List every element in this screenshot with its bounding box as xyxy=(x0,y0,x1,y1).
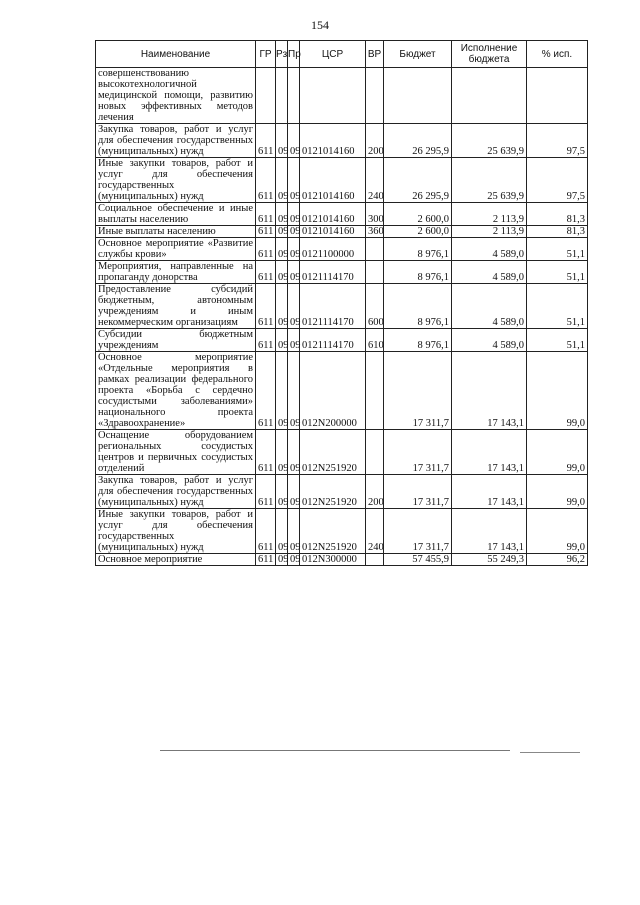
cell-gr: 611 xyxy=(256,158,276,203)
table-row xyxy=(96,238,588,261)
cell-gr xyxy=(256,68,276,124)
cell-pr: 09 xyxy=(288,158,300,203)
cell-pr: 09 xyxy=(288,554,300,566)
budget-table xyxy=(95,40,588,566)
cell-execution: 55 249,3 xyxy=(452,554,527,566)
cell-percent: 51,1 xyxy=(527,261,588,284)
cell-csr xyxy=(300,68,366,124)
cell-rz: 09 xyxy=(276,158,288,203)
cell-name: Мероприятия, направленные на пропаганду донорства xyxy=(96,261,256,284)
cell-csr: 0121100000 xyxy=(300,238,366,261)
cell-budget: 2 600,0 xyxy=(384,203,452,226)
cell-pr: 09 xyxy=(288,329,300,352)
cell-gr: 611 xyxy=(256,352,276,430)
cell-name: Закупка товаров, работ и услуг для обеспечения государственных (муниципальных) нужд xyxy=(96,475,256,509)
cell-vr xyxy=(366,554,384,566)
table-row xyxy=(96,554,588,566)
cell-name: Основное мероприятие «Развитие службы крови» xyxy=(96,238,256,261)
cell-vr xyxy=(366,430,384,475)
cell-csr: 012N251920 xyxy=(300,509,366,554)
header-vr: ВР xyxy=(366,41,384,68)
cell-execution xyxy=(452,68,527,124)
table-row xyxy=(96,430,588,475)
cell-execution: 4 589,0 xyxy=(452,329,527,352)
cell-rz: 09 xyxy=(276,475,288,509)
cell-name: Иные выплаты населению xyxy=(96,226,256,238)
cell-gr: 611 xyxy=(256,475,276,509)
cell-vr: 200 xyxy=(366,475,384,509)
cell-rz xyxy=(276,68,288,124)
table-row xyxy=(96,68,588,124)
header-execution: Исполнение бюджета xyxy=(452,41,527,68)
cell-vr xyxy=(366,68,384,124)
bottom-divider xyxy=(160,750,510,751)
cell-budget: 57 455,9 xyxy=(384,554,452,566)
cell-execution: 2 113,9 xyxy=(452,203,527,226)
cell-name: Основное мероприятие xyxy=(96,554,256,566)
table-row xyxy=(96,509,588,554)
cell-csr: 012N251920 xyxy=(300,475,366,509)
table-row xyxy=(96,329,588,352)
cell-rz: 09 xyxy=(276,329,288,352)
cell-name: Закупка товаров, работ и услуг для обеспечения государственных (муниципальных) нужд xyxy=(96,124,256,158)
table-body xyxy=(96,68,588,566)
table-row xyxy=(96,203,588,226)
cell-budget: 17 311,7 xyxy=(384,475,452,509)
table-row xyxy=(96,352,588,430)
cell-percent: 97,5 xyxy=(527,158,588,203)
cell-gr: 611 xyxy=(256,430,276,475)
cell-percent: 99,0 xyxy=(527,352,588,430)
cell-pr: 09 xyxy=(288,238,300,261)
cell-pr: 09 xyxy=(288,475,300,509)
cell-gr: 611 xyxy=(256,509,276,554)
cell-execution: 17 143,1 xyxy=(452,430,527,475)
header-csr: ЦСР xyxy=(300,41,366,68)
cell-vr: 610 xyxy=(366,329,384,352)
cell-percent: 99,0 xyxy=(527,430,588,475)
cell-vr xyxy=(366,238,384,261)
cell-vr: 300 xyxy=(366,203,384,226)
cell-csr: 0121014160 xyxy=(300,203,366,226)
table-header-row xyxy=(96,41,588,68)
cell-budget: 8 976,1 xyxy=(384,261,452,284)
cell-rz: 09 xyxy=(276,284,288,329)
cell-csr: 0121014160 xyxy=(300,226,366,238)
cell-gr: 611 xyxy=(256,284,276,329)
header-rz: Рз xyxy=(276,41,288,68)
cell-rz: 09 xyxy=(276,261,288,284)
cell-vr xyxy=(366,352,384,430)
cell-gr: 611 xyxy=(256,329,276,352)
header-name: Наименование xyxy=(96,41,256,68)
cell-csr: 012N200000 xyxy=(300,352,366,430)
cell-csr: 0121114170 xyxy=(300,284,366,329)
cell-gr: 611 xyxy=(256,203,276,226)
cell-percent: 51,1 xyxy=(527,284,588,329)
cell-gr: 611 xyxy=(256,554,276,566)
cell-csr: 0121114170 xyxy=(300,329,366,352)
header-budget: Бюджет xyxy=(384,41,452,68)
cell-csr: 012N300000 xyxy=(300,554,366,566)
cell-vr: 200 xyxy=(366,124,384,158)
cell-budget: 17 311,7 xyxy=(384,430,452,475)
cell-execution: 17 143,1 xyxy=(452,475,527,509)
cell-rz: 09 xyxy=(276,124,288,158)
bottom-divider-right xyxy=(520,752,580,753)
table-row xyxy=(96,284,588,329)
cell-percent: 51,1 xyxy=(527,238,588,261)
cell-name: Оснащение оборудованием региональных сосудистых центров и первичных сосудистых отделений xyxy=(96,430,256,475)
cell-execution: 17 143,1 xyxy=(452,509,527,554)
cell-gr: 611 xyxy=(256,124,276,158)
cell-csr: 0121114170 xyxy=(300,261,366,284)
cell-percent: 81,3 xyxy=(527,203,588,226)
cell-execution: 25 639,9 xyxy=(452,124,527,158)
cell-pr xyxy=(288,68,300,124)
cell-percent: 96,2 xyxy=(527,554,588,566)
cell-budget: 2 600,0 xyxy=(384,226,452,238)
cell-vr: 360 xyxy=(366,226,384,238)
cell-pr: 09 xyxy=(288,226,300,238)
cell-execution: 4 589,0 xyxy=(452,284,527,329)
cell-gr: 611 xyxy=(256,226,276,238)
cell-budget: 17 311,7 xyxy=(384,352,452,430)
cell-name: Субсидии бюджетным учреждениям xyxy=(96,329,256,352)
cell-pr: 09 xyxy=(288,284,300,329)
cell-execution: 4 589,0 xyxy=(452,238,527,261)
table-row xyxy=(96,226,588,238)
cell-execution: 25 639,9 xyxy=(452,158,527,203)
cell-budget xyxy=(384,68,452,124)
cell-rz: 09 xyxy=(276,352,288,430)
cell-vr xyxy=(366,261,384,284)
cell-rz: 09 xyxy=(276,203,288,226)
cell-name: Предоставление субсидий бюджетным, автономным учреждениям и иным некоммерческим организациям xyxy=(96,284,256,329)
cell-budget: 8 976,1 xyxy=(384,284,452,329)
cell-rz: 09 xyxy=(276,509,288,554)
cell-percent: 81,3 xyxy=(527,226,588,238)
cell-budget: 17 311,7 xyxy=(384,509,452,554)
page-number: 154 xyxy=(311,18,329,32)
cell-vr: 240 xyxy=(366,158,384,203)
cell-name: Социальное обеспечение и иные выплаты населению xyxy=(96,203,256,226)
cell-percent: 99,0 xyxy=(527,509,588,554)
cell-gr: 611 xyxy=(256,261,276,284)
cell-execution: 17 143,1 xyxy=(452,352,527,430)
cell-name: совершенствованию высокотехнологичной медицинской помощи, развитию новых эффективных методов лечения xyxy=(96,68,256,124)
cell-csr: 0121014160 xyxy=(300,124,366,158)
cell-name: Иные закупки товаров, работ и услуг для обеспечения государственных (муниципальных) нужд xyxy=(96,509,256,554)
header-gr: ГР xyxy=(256,41,276,68)
table-row xyxy=(96,261,588,284)
cell-vr: 240 xyxy=(366,509,384,554)
cell-name: Основное мероприятие «Отдельные мероприятия в рамках реализации федерального проекта «Борьба с сердечно сосудистыми заболеваниями» национального проекта «Здравоохранение» xyxy=(96,352,256,430)
cell-percent xyxy=(527,68,588,124)
table-row xyxy=(96,158,588,203)
cell-percent: 99,0 xyxy=(527,475,588,509)
header-pr: Пр xyxy=(288,41,300,68)
header-percent: % исп. xyxy=(527,41,588,68)
cell-rz: 09 xyxy=(276,430,288,475)
cell-gr: 611 xyxy=(256,238,276,261)
cell-pr: 09 xyxy=(288,203,300,226)
cell-vr: 600 xyxy=(366,284,384,329)
cell-pr: 09 xyxy=(288,124,300,158)
cell-budget: 26 295,9 xyxy=(384,124,452,158)
cell-budget: 26 295,9 xyxy=(384,158,452,203)
table-row xyxy=(96,475,588,509)
cell-percent: 51,1 xyxy=(527,329,588,352)
cell-budget: 8 976,1 xyxy=(384,238,452,261)
cell-csr: 012N251920 xyxy=(300,430,366,475)
cell-rz: 09 xyxy=(276,554,288,566)
cell-csr: 0121014160 xyxy=(300,158,366,203)
cell-rz: 09 xyxy=(276,238,288,261)
cell-pr: 09 xyxy=(288,430,300,475)
cell-budget: 8 976,1 xyxy=(384,329,452,352)
table-row xyxy=(96,124,588,158)
cell-pr: 09 xyxy=(288,261,300,284)
cell-execution: 2 113,9 xyxy=(452,226,527,238)
cell-percent: 97,5 xyxy=(527,124,588,158)
cell-pr: 09 xyxy=(288,509,300,554)
cell-name: Иные закупки товаров, работ и услуг для обеспечения государственных (муниципальных) нужд xyxy=(96,158,256,203)
cell-rz: 09 xyxy=(276,226,288,238)
cell-pr: 09 xyxy=(288,352,300,430)
cell-execution: 4 589,0 xyxy=(452,261,527,284)
